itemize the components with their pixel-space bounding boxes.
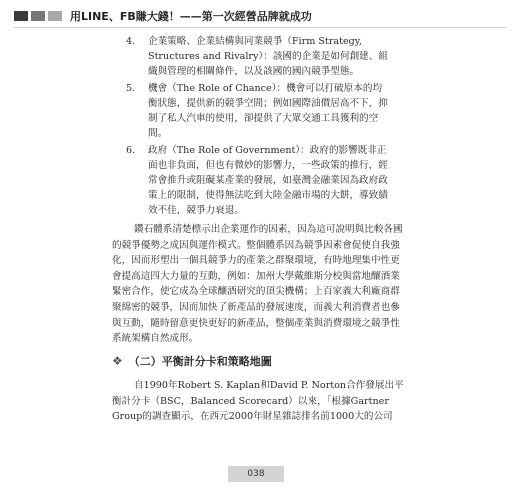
page-number	[228, 466, 284, 482]
header-divider	[14, 27, 506, 28]
book-title: 用LINE、FB賺大錢！——第一次經營品牌就成功	[70, 10, 312, 23]
list-item	[126, 81, 388, 141]
list-item-text: 政府（The Role of Government）：政府的影響既非正面也非負面，但也有微妙的影響力，一些政策的推行，經常會推升或阻礙某產業的發展，如臺灣金融業因為政府政策上的限制，使得無法吃到大陸金融市場的大餅，導致績效不佳，競爭力衰退。	[148, 145, 388, 216]
section-heading	[112, 353, 272, 369]
diamond-icon: ❖	[112, 354, 123, 368]
factor-list	[126, 34, 388, 220]
section-heading-text: （二）平衡計分卡和策略地圖	[128, 355, 272, 368]
page-number-text: 038	[247, 469, 265, 479]
list-item	[126, 143, 388, 218]
list-item	[126, 34, 388, 79]
running-header	[14, 6, 312, 26]
list-item-text: 機會（The Role of Chance）：機會可以打破原本的均衡狀態，提供新的競爭空間；例如國際油價居高不下，抑制了私人汽車的使用，卻提供了大眾交通工具獲利的空間。	[148, 83, 388, 139]
list-item-number: 4.	[126, 36, 136, 47]
header-square-mid	[31, 11, 45, 21]
header-square-light	[48, 11, 62, 21]
body-paragraph: 鑽石體系清楚標示出企業運作的因素，因為這可說明與比較各國的競爭優勢之成因與運作模式。整個體系因為競爭因素會促使自我強化，因而形塑出一個具競爭力的產業之群聚環境，有時地理集中性更會提高這四大力量的互動，例如：加州大學戴維斯分校與當地釀酒業緊密合作，使它成為全球釀酒研究的頂尖機構；上百家義大利廠商群聚綿密的競爭，因而加快了新產品的發展速度，而義大利消費者也參與互動，隨時留意更快更好的新產品，整個產業與消費環境之競爭性系統架構自然成形。	[112, 224, 403, 345]
header-square-dark	[14, 11, 28, 21]
list-item-number: 6.	[126, 145, 136, 156]
body-paragraph: 自1990年Robert S. Kaplan和David P. Norton合作發展出平衡計分卡（BSC，Balanced Scorecard）以來，「根據Gartner Group的調查顯示，在西元2000年財星雜誌排名前1000大的公司	[112, 380, 404, 423]
list-item-number: 5.	[126, 83, 136, 94]
list-item-text: 企業策略、企業結構與同業競爭（Firm Strategy, Structures and Rivalry）：該國的企業是如何創建、組織與管理的相關條件，以及該國的國內競爭型態。	[148, 36, 388, 77]
